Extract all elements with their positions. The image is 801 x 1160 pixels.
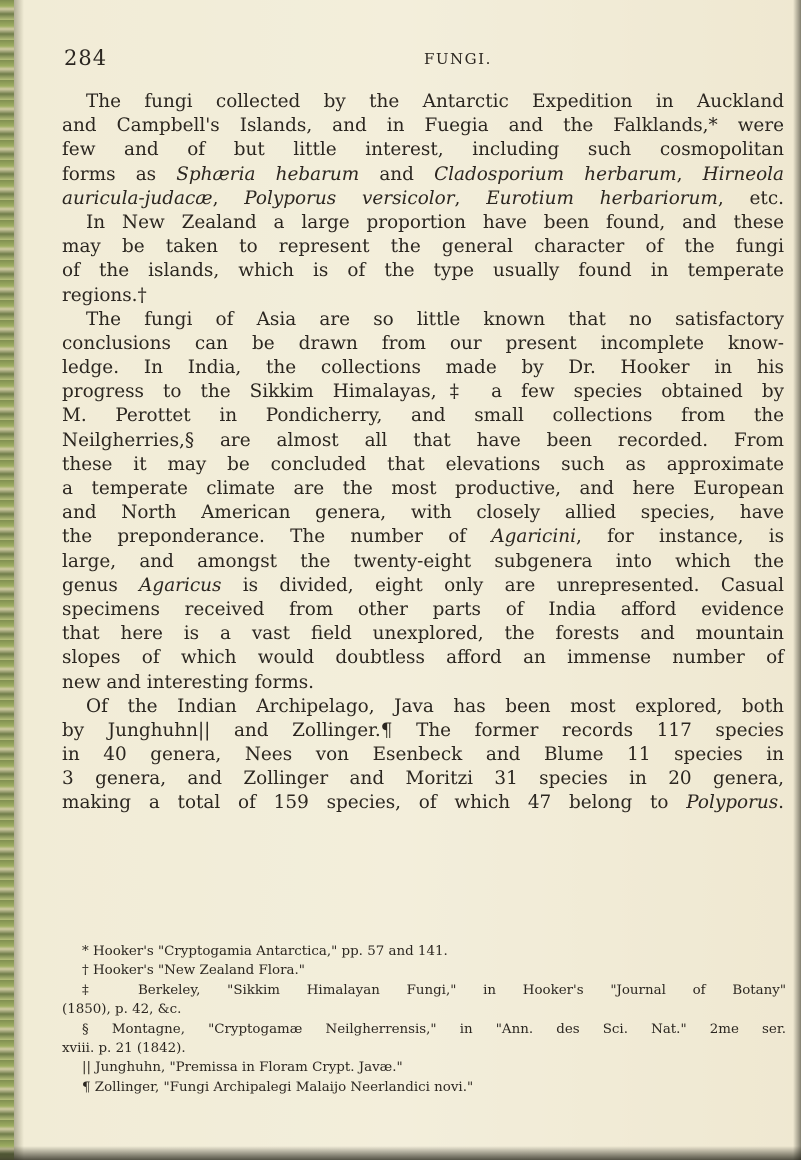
text-line: auricula-judacæ, Polyporus versicolor, Eurotium herbariorum, etc. <box>62 187 784 209</box>
text-line: the preponderance. The number of Agaricini, for instance, is <box>62 526 785 548</box>
text-line: by Junghuhn|| and Zollinger.¶ The former records 117 species <box>62 719 784 741</box>
text-line: making a total of 159 species, of which 47 belong to Polyporus. <box>62 792 784 814</box>
footnotes <box>62 942 786 1097</box>
text-line: these it may be concluded that elevations such as approximate <box>62 453 784 475</box>
text-line: Of the Indian Archipelago, Java has been most explored, both <box>86 695 784 717</box>
text-line: genus Agaricus is divided, eight only are unrepresented. Casual <box>62 574 784 596</box>
text-line: progress to the Sikkim Himalayas,‡ a few species obtained by <box>62 381 784 403</box>
running-head: FUNGI. <box>424 50 492 68</box>
text-line: 3 genera, and Zollinger and Moritzi 31 species in 20 genera, <box>62 768 784 790</box>
page-header <box>64 46 764 76</box>
footnote: || Junghuhn, "Premissa in Floram Crypt. Javæ." <box>82 1060 403 1076</box>
text-line: and Campbell's Islands, and in Fuegia and the Falklands,* were <box>62 115 784 137</box>
text-line: a temperate climate are the most productive, and here European <box>62 478 784 499</box>
footnote: ¶ Zollinger, "Fungi Archipalegi Malaijo Neerlandici novi." <box>82 1079 474 1095</box>
footnote: ‡ Berkeley, "Sikkim Himalayan Fungi," in Hooker's "Journal of Botany" <box>82 982 786 998</box>
text-line: slopes of which would doubtless afford an immense number of <box>62 647 784 669</box>
footnote: § Montagne, "Cryptogamæ Neilgherrensis," in "Ann. des Sci. Nat." 2me ser. <box>82 1021 786 1037</box>
text-line: M. Perottet in Pondicherry, and small collections from the <box>62 405 784 427</box>
binding-shadow <box>14 0 24 1160</box>
page-binding <box>0 0 14 1160</box>
text-line: in 40 genera, Nees von Esenbeck and Blume 11 species in <box>62 744 784 766</box>
text-line: that here is a vast field unexplored, the forests and mountain <box>62 623 784 645</box>
text-line: The fungi collected by the Antarctic Expedition in Auckland <box>86 91 784 112</box>
text-line: Neilgherries,§ are almost all that have been recorded. From <box>62 429 784 451</box>
page-right-edge <box>793 0 801 1160</box>
text-line: forms as Sphæria hebarum and Cladosporium herbarum, Hirneola <box>62 163 784 185</box>
body-text <box>62 90 784 816</box>
text-line: conclusions can be drawn from our present incomplete know- <box>62 332 784 354</box>
footnote: † Hooker's "New Zealand Flora." <box>82 963 305 979</box>
text-line: specimens received from other parts of India afford evidence <box>62 598 784 620</box>
footnote-continuation: (1850), p. 42, &c. <box>62 1002 182 1018</box>
text-line: new and interesting forms. <box>62 671 314 693</box>
text-line: of the islands, which is of the type usually found in temperate <box>62 260 784 282</box>
page-bottom-edge <box>0 1146 801 1160</box>
text-line: In New Zealand a large proportion have been found, and these <box>86 211 784 233</box>
text-line: and North American genera, with closely allied species, have <box>62 502 784 524</box>
text-line: The fungi of Asia are so little known that no satisfactory <box>86 308 784 330</box>
text-line: few and of but little interest, including such cosmopolitan <box>62 139 784 161</box>
text-line: large, and amongst the twenty-eight subgenera into which the <box>62 550 784 572</box>
footnote-continuation: xviii. p. 21 (1842). <box>62 1040 186 1056</box>
page-number: 284 <box>64 46 108 70</box>
footnote: * Hooker's "Cryptogamia Antarctica," pp. 57 and 141. <box>82 944 448 959</box>
text-line: regions.† <box>62 284 147 306</box>
text-line: may be taken to represent the general character of the fungi <box>62 236 784 258</box>
text-line: ledge. In India, the collections made by Dr. Hooker in his <box>62 357 784 379</box>
